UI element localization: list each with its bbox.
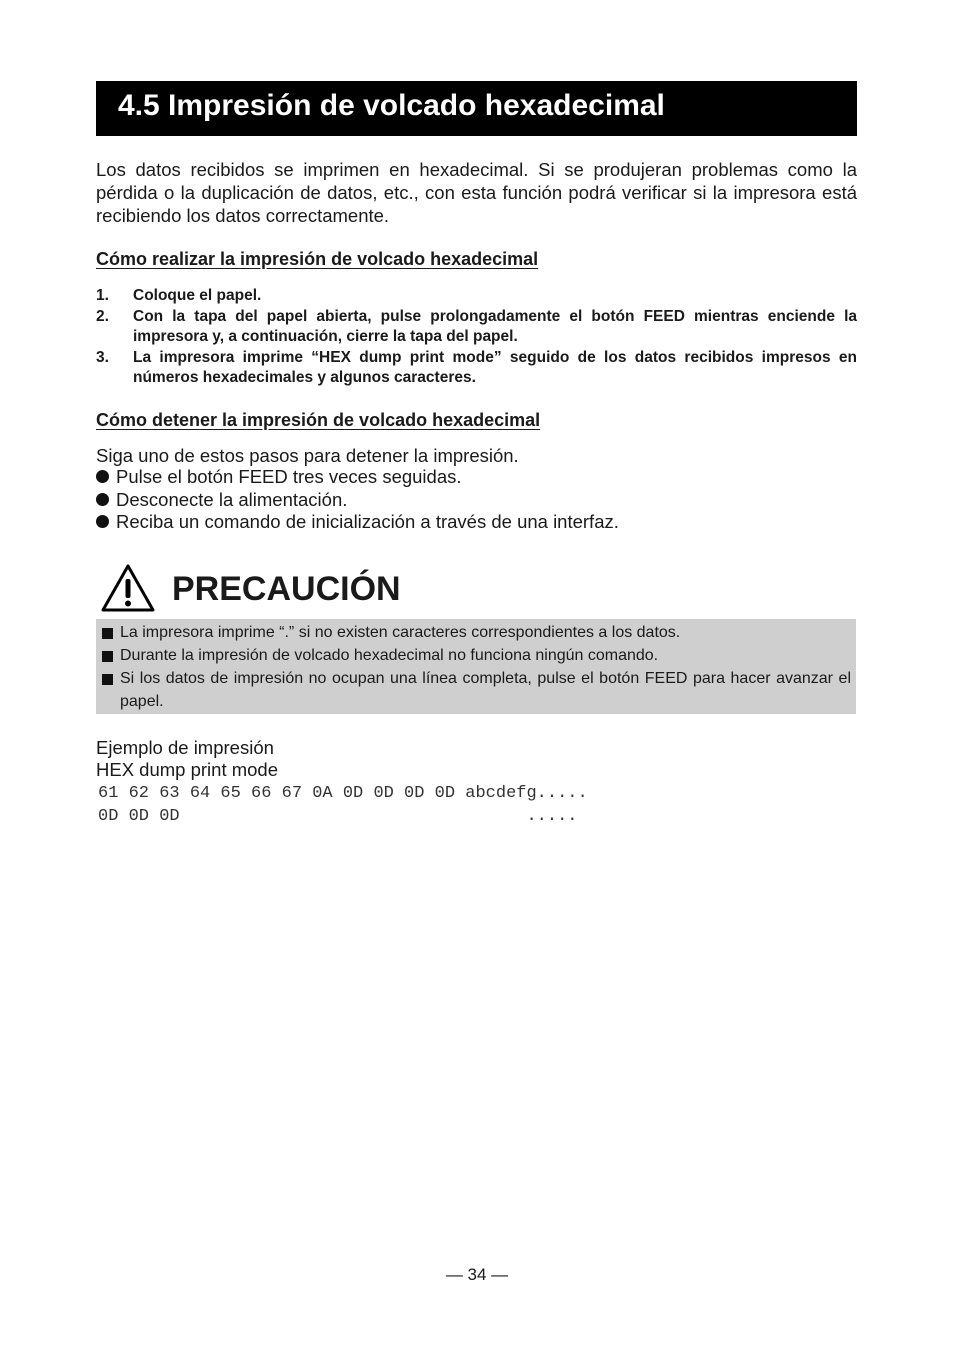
intro-paragraph: Los datos recibidos se imprimen en hexadecimal. Si se produjeran problemas como la pérdida o la duplicación de datos, etc., con esta función podrá verificar si la impresora está recibiendo los datos correctamente. [96, 159, 857, 226]
steps-list [96, 286, 857, 389]
list-item: Reciba un comando de inicialización a través de una interfaz. [96, 511, 619, 534]
step-item [96, 286, 857, 307]
list-item: Pulse el botón FEED tres veces seguidas. [96, 466, 619, 489]
caution-item: Durante la impresión de volcado hexadecimal no funciona ningún comando. [102, 644, 851, 667]
stop-heading: Cómo detener la impresión de volcado hexadecimal [96, 410, 541, 430]
caution-title: PRECAUCIÓN [172, 570, 401, 608]
section-title-bar [96, 81, 857, 136]
square-bullet-icon [102, 651, 113, 662]
step-text: La impresora imprime “HEX dump print mode” seguido de los datos recibidos impresos en números hexadecimales y algunos caracteres. [133, 348, 857, 386]
step-text: Coloque el papel. [133, 287, 262, 304]
bullet-dot-icon [96, 493, 109, 506]
list-item: Desconecte la alimentación. [96, 489, 619, 512]
square-bullet-icon [102, 674, 113, 685]
step-number: 2. [96, 307, 109, 325]
stop-lead: Siga uno de estos pasos para detener la impresión. [96, 445, 519, 466]
how-to-heading: Cómo realizar la impresión de volcado hexadecimal [96, 249, 539, 269]
hex-line: 0D 0D 0D ..... [98, 807, 578, 826]
section-title: 4.5 Impresión de volcado hexadecimal [118, 89, 665, 122]
page-number: — 34 — [445, 1265, 509, 1284]
bullet-dot-icon [96, 470, 109, 483]
example-label: Ejemplo de impresión [96, 737, 274, 758]
step-item [96, 307, 857, 348]
caution-item: Si los datos de impresión no ocupan una línea completa, pulse el botón FEED para hacer avanzar el papel. [102, 667, 851, 713]
warning-triangle-icon [100, 563, 156, 613]
step-item [96, 348, 857, 389]
stop-bullets [96, 466, 619, 534]
bullet-dot-icon [96, 515, 109, 528]
caution-box [96, 619, 856, 714]
step-text: Con la tapa del papel abierta, pulse prolongadamente el botón FEED mientras enciende la impresora y, a continuación, cierre la tapa del papel. [133, 307, 857, 345]
step-number: 3. [96, 348, 109, 366]
hex-line: 61 62 63 64 65 66 67 0A 0D 0D 0D 0D abcdefg..... [98, 784, 588, 803]
step-number: 1. [96, 287, 109, 304]
caution-item: La impresora imprime “.” si no existen caracteres correspondientes a los datos. [102, 621, 851, 644]
square-bullet-icon [102, 628, 113, 639]
example-mode-line: HEX dump print mode [96, 759, 279, 780]
